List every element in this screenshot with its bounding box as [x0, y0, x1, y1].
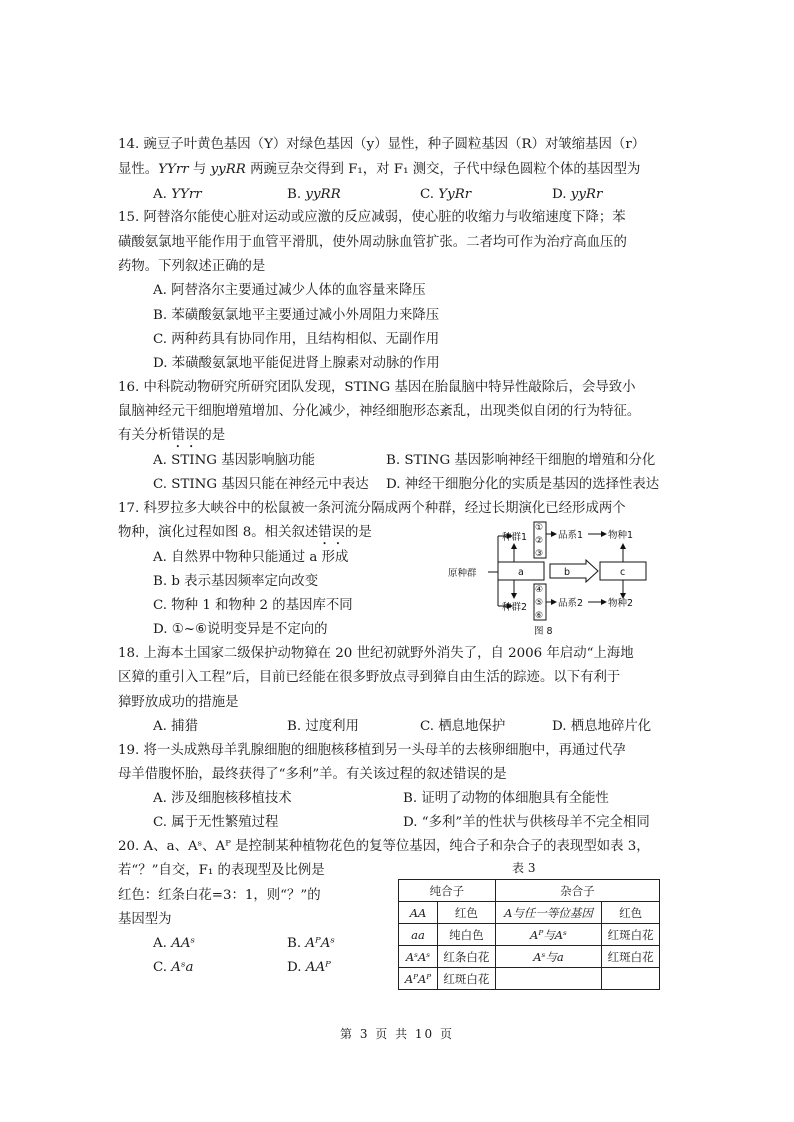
- q20-option-a[interactable]: A. AAˢ: [153, 936, 196, 951]
- table-cell: [495, 968, 601, 990]
- q15-option-b[interactable]: B. 苯磺酸氨氯地平主要通过减小外周阻力来降压: [153, 308, 440, 323]
- fig-mut-3: ③: [535, 549, 544, 559]
- q20-option-c[interactable]: C. Aˢa: [153, 960, 194, 975]
- table-3-caption: 表 3: [512, 861, 536, 875]
- q17-option-c[interactable]: C. 物种 1 和物种 2 的基因库不同: [153, 598, 353, 613]
- q15-stem-line1: 15. 阿替洛尔能使心脏对运动或应激的反应减弱，使心脏的收缩力与收缩速度下降；苯: [118, 210, 626, 225]
- q14-stem-line2: 显性。YYrr 与 yyRR 两豌豆杂交得到 F₁，对 F₁ 测交，子代中绿色圆粒个体的基因型为: [118, 162, 641, 177]
- q19-stem-line2: 母羊借腹怀胎，最终获得了“多利”羊。有关该过程的叙述错误的是: [118, 767, 507, 782]
- q19-option-b[interactable]: B. 证明了动物的体细胞具有全能性: [403, 791, 609, 806]
- q15-option-a[interactable]: A. 阿替洛尔主要通过减少人体的血容量来降压: [153, 283, 426, 298]
- q17-option-a[interactable]: A. 自然界中物种只能通过 a 形成: [153, 550, 349, 565]
- q20-option-d[interactable]: D. AAᴾ: [287, 960, 331, 975]
- table-cell: [602, 968, 660, 990]
- fig-mut-1: ①: [535, 523, 544, 533]
- table-cell: 纯白色: [438, 924, 496, 946]
- table-cell: AᴾAᴾ: [404, 971, 432, 986]
- table-header-homozygote: 纯合子: [399, 880, 496, 902]
- q16-option-c[interactable]: C. STING 基因只能在神经元中表达: [153, 477, 369, 492]
- q17-option-d[interactable]: D. ①~⑥说明变异是不定向的: [153, 622, 328, 637]
- figure-8-diagram: [440, 514, 662, 636]
- fig-origin-label: 原种群: [448, 568, 477, 579]
- table-3: [398, 879, 660, 990]
- q20-stem-line2: 若“？”自交，F₁ 的表现型及比例是: [118, 863, 325, 878]
- table-row: [399, 924, 660, 946]
- table-cell: 红色: [438, 902, 496, 924]
- table-cell: 红斑白花: [602, 946, 660, 968]
- fig-mut-4: ④: [535, 585, 544, 595]
- table-cell: 红条白花: [438, 946, 496, 968]
- q18-option-c[interactable]: C. 栖息地保护: [420, 719, 506, 734]
- q17-option-b[interactable]: B. b 表示基因频率定向改变: [153, 574, 319, 589]
- table-cell: 红斑白花: [438, 968, 496, 990]
- q18-option-a[interactable]: A. 捕猎: [153, 719, 198, 734]
- q14-stem-line1: 14. 豌豆子叶黄色基因（Y）对绿色基因（y）显性，种子圆粒基因（R）对皱缩基因（r）: [118, 137, 646, 152]
- table-row: [399, 946, 660, 968]
- fig-label-b: b: [564, 567, 571, 578]
- fig-line1-label: 品系1: [558, 530, 584, 541]
- q14-option-c[interactable]: C. YyRr: [420, 187, 472, 202]
- q19-option-d[interactable]: D. “多利”羊的性状与供核母羊不完全相同: [403, 815, 650, 830]
- q20-option-b[interactable]: B. AᴾAˢ: [287, 936, 335, 951]
- q19-stem-line1: 19. 将一头成熟母羊乳腺细胞的细胞核移植到另一头母羊的去核卵细胞中，再通过代孕: [118, 743, 626, 758]
- q19-option-a[interactable]: A. 涉及细胞核移植技术: [153, 791, 292, 806]
- q15-option-c[interactable]: C. 两种药具有协同作用，且结构相似、无副作用: [153, 332, 440, 347]
- fig-pop2-label: 种群2: [502, 602, 528, 613]
- q16-stem-line1: 16. 中科院动物研究所研究团队发现，STING 基因在胎鼠脑中特异性敲除后，会导致小: [118, 380, 636, 395]
- table-cell: aa: [411, 927, 425, 942]
- q16-stem-line2: 鼠脑神经元干细胞增殖增加、分化减少，神经细胞形态紊乱，出现类似自闭的行为特征。: [118, 404, 641, 419]
- fig-mut-5: ⑤: [535, 598, 544, 608]
- table-cell: AA: [409, 905, 427, 920]
- q18-stem-line3: 獐野放成功的措施是: [118, 695, 239, 710]
- q16-stem-line3: 有关分析错误的是: [118, 428, 226, 443]
- page-footer: 第 3 页 共 10 页: [340, 1027, 454, 1041]
- q14-option-a[interactable]: A. YYrr: [153, 187, 202, 202]
- fig-mut-2: ②: [535, 536, 544, 546]
- table-row: [399, 968, 660, 990]
- q15-option-d[interactable]: D. 苯磺酸氨氯地平能促进肾上腺素对动脉的作用: [153, 356, 440, 371]
- q15-stem-line3: 药物。下列叙述正确的是: [118, 259, 266, 274]
- q16-option-b[interactable]: B. STING 基因影响神经干细胞的增殖和分化: [386, 453, 656, 468]
- table-cell: Aˢ与a: [495, 946, 601, 968]
- q19-option-c[interactable]: C. 属于无性繁殖过程: [153, 815, 279, 830]
- q14-option-b[interactable]: B. yyRR: [287, 187, 341, 202]
- q20-stem-line3: 红色：红条白花=3：1，则“？”的: [118, 888, 321, 903]
- fig-species1-label: 物种1: [608, 530, 634, 541]
- fig-caption: 图 8: [534, 626, 553, 636]
- fig-pop1-label: 种群1: [502, 532, 528, 543]
- q18-option-d[interactable]: D. 栖息地碎片化: [552, 719, 652, 734]
- table-cell: 红斑白花: [602, 924, 660, 946]
- fig-box-b: [550, 560, 598, 582]
- q17-stem-line1: 17. 科罗拉多大峡谷中的松鼠被一条河流分隔成两个种群，经过长期演化已经形成两个: [118, 501, 626, 516]
- table-cell: A与任一等位基因: [495, 902, 601, 924]
- table-cell: 红色: [602, 902, 660, 924]
- q20-stem-line1: 20. A、a、Aˢ、Aᴾ 是控制某种植物花色的复等位基因，纯合子和杂合子的表现型如表 3，: [118, 839, 650, 854]
- table-row: [399, 902, 660, 924]
- q16-option-d[interactable]: D. 神经干细胞分化的实质是基因的选择性表达: [386, 477, 660, 492]
- fig-label-c: c: [620, 567, 626, 578]
- fig-species2-label: 物种2: [608, 598, 634, 609]
- q14-option-d[interactable]: D. yyRr: [552, 187, 603, 202]
- fig-label-a: a: [518, 567, 524, 578]
- q16-option-a[interactable]: A. STING 基因影响脑功能: [153, 453, 315, 468]
- fig-line2-label: 品系2: [558, 598, 584, 609]
- q20-stem-line4: 基因型为: [118, 912, 172, 927]
- q18-stem-line1: 18. 上海本土国家二级保护动物獐在 20 世纪初就野外消失了，自 2006 年启动“上海地: [118, 646, 634, 661]
- q18-option-b[interactable]: B. 过度利用: [287, 719, 359, 734]
- q17-stem-line2: 物种，演化过程如图 8。相关叙述错误的是: [118, 525, 372, 540]
- table-header-heterozygote: 杂合子: [495, 880, 659, 902]
- fig-mut-6: ⑥: [535, 611, 544, 621]
- q18-stem-line2: 区獐的重引入工程”后，目前已经能在很多野放点寻到獐自由生活的踪迹。以下有利于: [118, 670, 621, 685]
- q15-stem-line2: 磺酸氨氯地平能作用于血管平滑肌，使外周动脉血管扩张。二者均可作为治疗高血压的: [118, 235, 627, 250]
- table-cell: Aᴾ与Aˢ: [495, 924, 601, 946]
- table-cell: AˢAˢ: [405, 949, 431, 964]
